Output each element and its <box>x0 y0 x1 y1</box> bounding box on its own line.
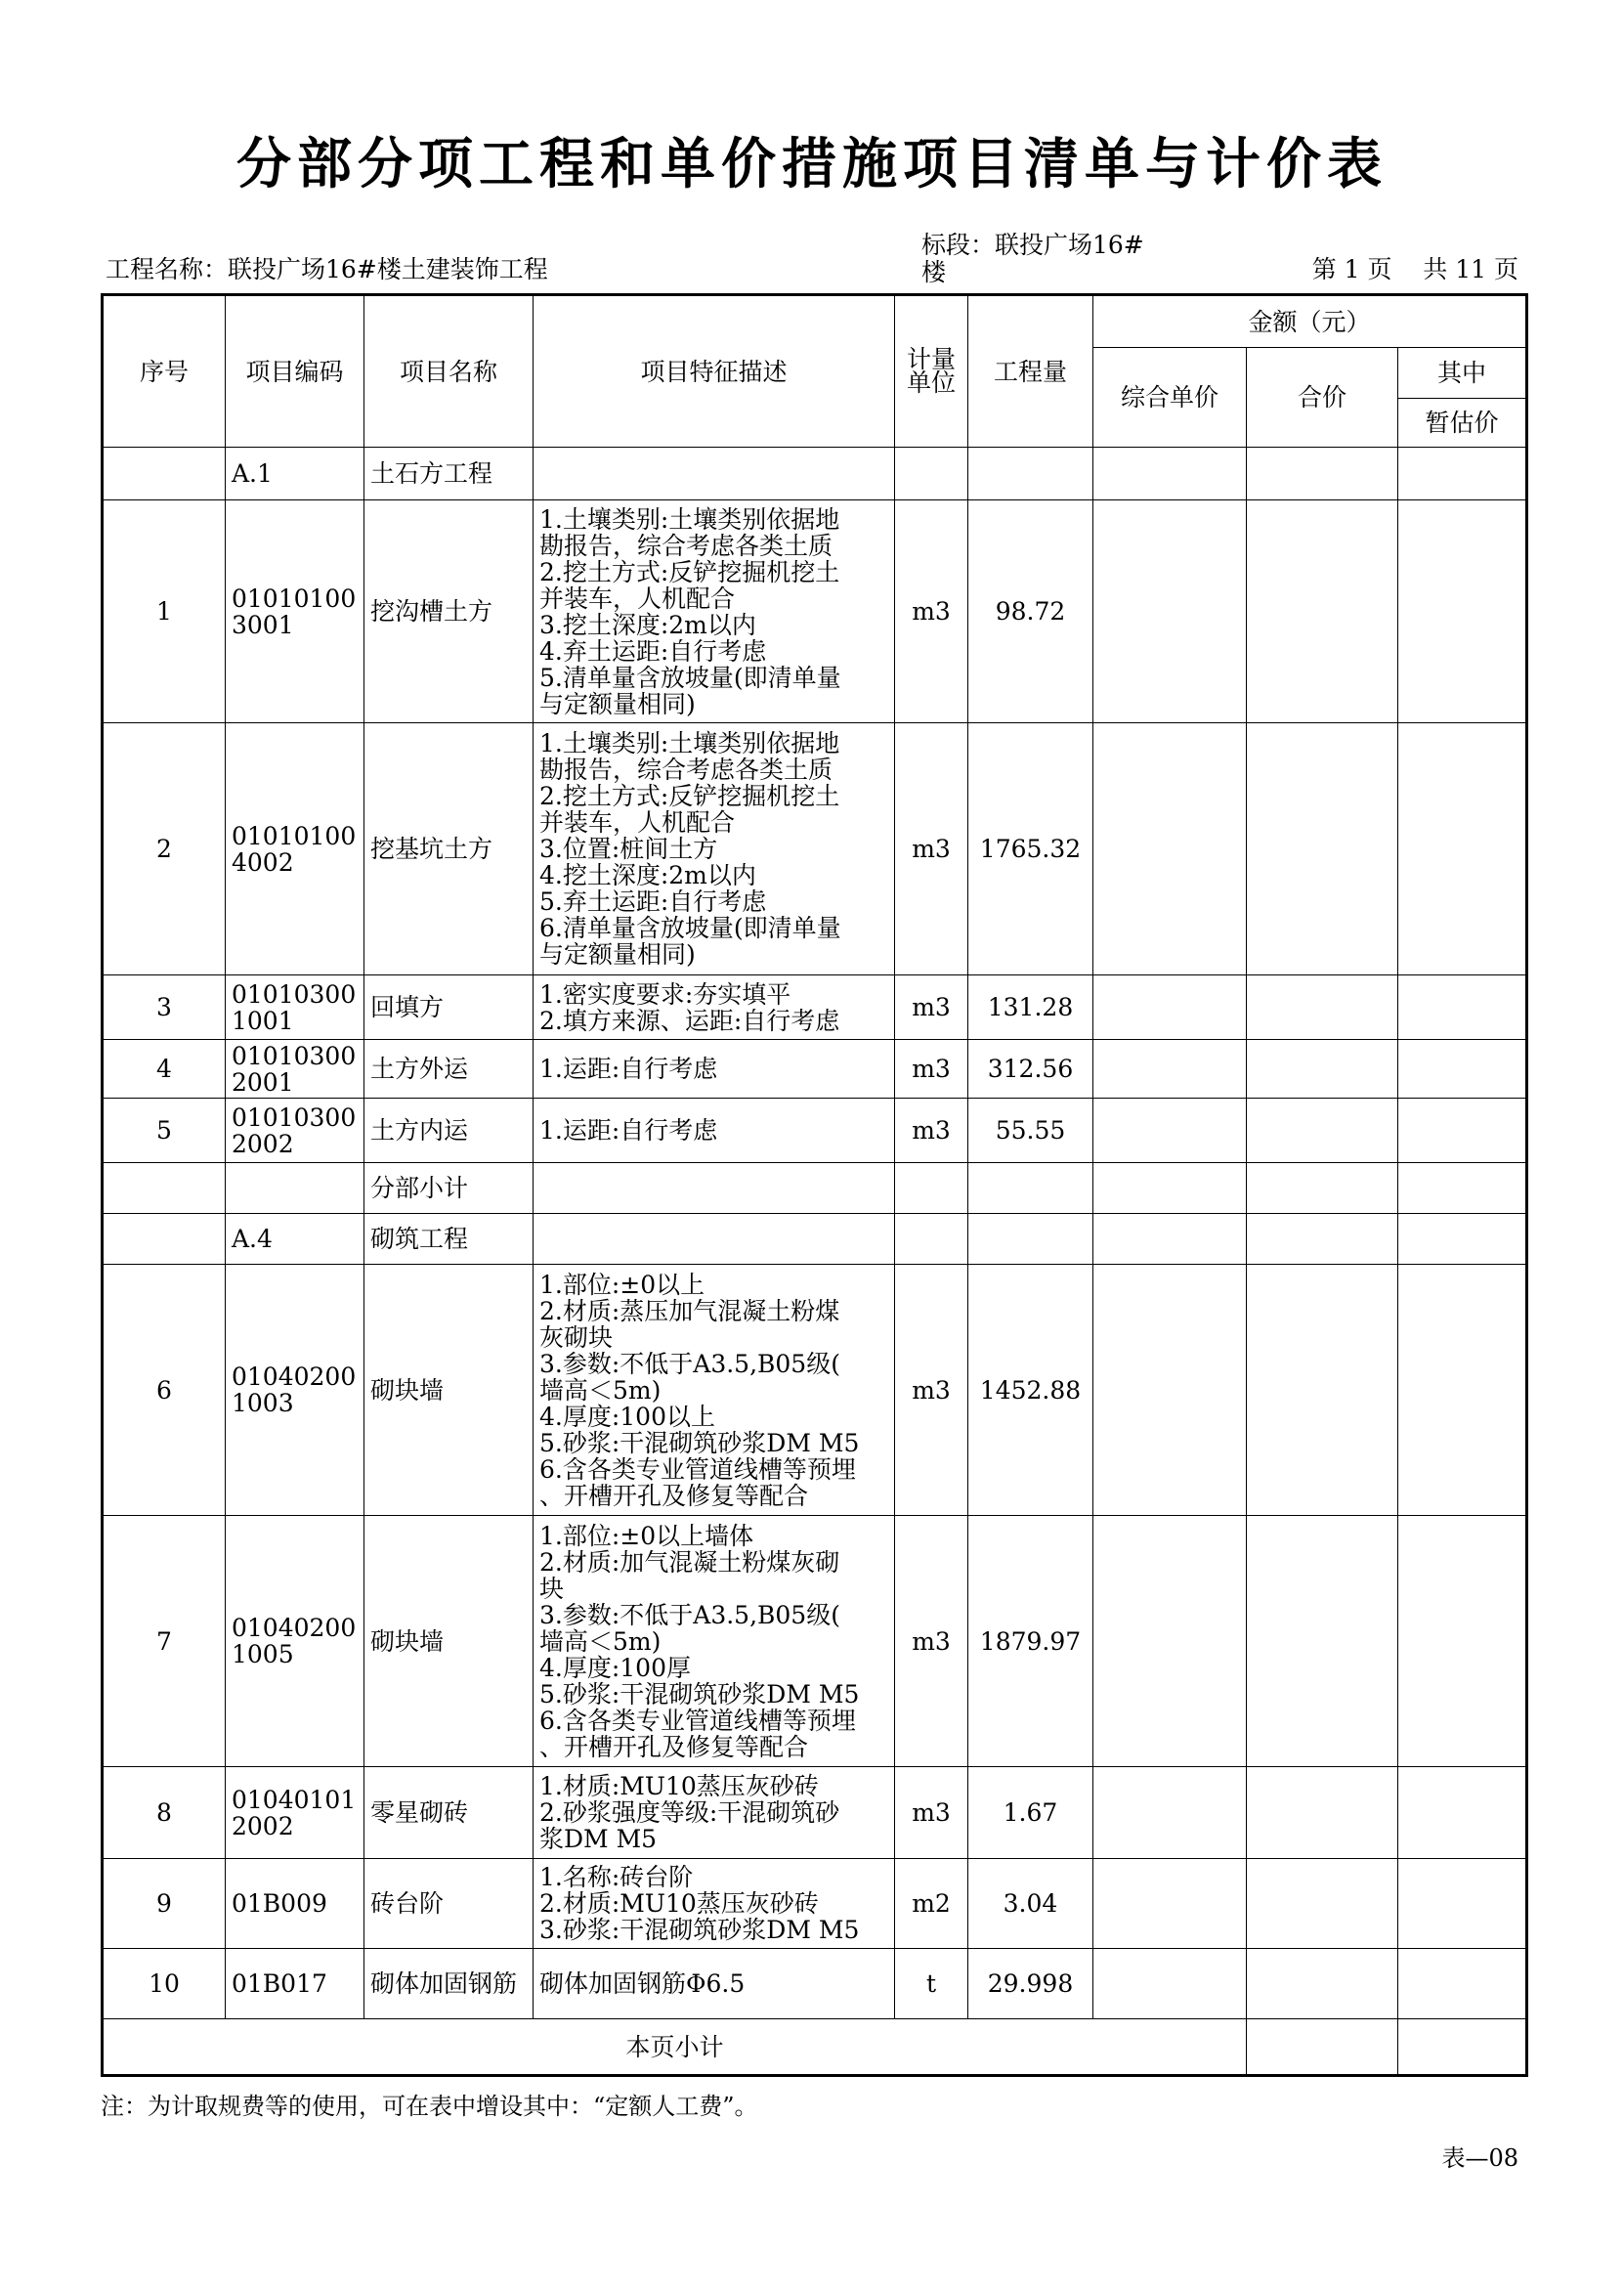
cell-provisional <box>1398 448 1527 500</box>
desc-line: 勘报告，综合考虑各类土质 <box>539 531 833 560</box>
desc-line: 5.砂浆:干混砌筑砂浆DM M5 <box>539 1428 860 1457</box>
table-row <box>103 1949 1527 2019</box>
cell-unit: m3 <box>895 723 968 975</box>
desc-line: 3.位置:桩间土方 <box>539 835 718 863</box>
cell-provisional <box>1398 1767 1527 1859</box>
cell-desc <box>534 1040 895 1099</box>
cell-unit-price <box>1093 1265 1247 1516</box>
cell-seq: 3 <box>103 975 226 1040</box>
cell-seq: 4 <box>103 1040 226 1099</box>
cell-seq: 7 <box>103 1516 226 1767</box>
section-label <box>921 232 1144 286</box>
desc-line: 6.含各类专业管道线槽等预埋 <box>539 1454 856 1484</box>
cell-desc <box>534 1214 895 1265</box>
cell-seq <box>103 1214 226 1265</box>
desc-line: 墙高＜5m) <box>539 1375 662 1405</box>
cell-qty: 1452.88 <box>968 1265 1093 1516</box>
cell-seq: 2 <box>103 723 226 975</box>
cell-provisional <box>1398 1163 1527 1214</box>
cell-unit-price <box>1093 448 1247 500</box>
cell-provisional <box>1398 1099 1527 1163</box>
project-name: 工程名称：联投广场16#楼土建装饰工程 <box>106 255 548 283</box>
cell-code: 010101004002 <box>226 723 364 975</box>
desc-line: 3.参数:不低于A3.5,B05级( <box>539 1349 840 1378</box>
cell-name: 砌体加固钢筋 <box>364 1949 534 2019</box>
cell-desc <box>534 1099 895 1163</box>
cell-qty: 98.72 <box>968 500 1093 723</box>
cell-unit <box>895 448 968 500</box>
cell-seq: 6 <box>103 1265 226 1516</box>
cell-name: 砌块墙 <box>364 1516 534 1767</box>
table-id: 表—08 <box>1441 2144 1518 2172</box>
desc-line: 2.挖土方式:反铲挖掘机挖土 <box>539 557 840 586</box>
cell-desc <box>534 1516 895 1767</box>
desc-line: 1.运距:自行考虑 <box>539 1116 718 1145</box>
footnote: 注：为计取规费等的使用，可在表中增设其中：“定额人工费”。 <box>101 2093 758 2120</box>
cell-desc <box>534 1163 895 1214</box>
desc-line: 2.填方来源、运距:自行考虑 <box>539 1006 840 1035</box>
cell-total <box>1247 1859 1398 1949</box>
table-row <box>103 500 1527 723</box>
cell-code: 010103002002 <box>226 1099 364 1163</box>
cell-unit-price <box>1093 1859 1247 1949</box>
cell-unit: m3 <box>895 1265 968 1516</box>
cell-seq: 10 <box>103 1949 226 2019</box>
desc-line: 灰砌块 <box>539 1322 614 1352</box>
cell-seq: 5 <box>103 1099 226 1163</box>
cell-unit <box>895 1163 968 1214</box>
cell-seq <box>103 448 226 500</box>
cell-qty <box>968 1163 1093 1214</box>
cell-total <box>1247 448 1398 500</box>
desc-line: 1.密实度要求:夯实填平 <box>539 979 791 1009</box>
desc-line: 、开槽开孔及修复等配合 <box>539 1481 809 1510</box>
desc-line: 并装车，人机配合 <box>539 808 736 837</box>
cell-unit: m2 <box>895 1859 968 1949</box>
desc-line: 1.土壤类别:土壤类别依据地 <box>539 504 840 534</box>
cell-code: 010402001005 <box>226 1516 364 1767</box>
bill-table <box>101 293 1528 2077</box>
cell-desc <box>534 1949 895 2019</box>
page-subtotal-provisional <box>1398 2019 1527 2076</box>
desc-line: 砌体加固钢筋Φ6.5 <box>539 1969 746 1998</box>
subtotal-row <box>103 2019 1527 2076</box>
cell-total <box>1247 1163 1398 1214</box>
table-row <box>103 1767 1527 1859</box>
desc-line: 1.材质:MU10蒸压灰砂砖 <box>539 1772 819 1800</box>
cell-provisional <box>1398 975 1527 1040</box>
cell-desc <box>534 500 895 723</box>
desc-line: 2.挖土方式:反铲挖掘机挖土 <box>539 782 840 810</box>
cell-name: 土石方工程 <box>364 448 534 500</box>
desc-line: 勘报告，综合考虑各类土质 <box>539 756 833 784</box>
desc-line: 并装车，人机配合 <box>539 584 736 613</box>
table-row <box>103 1214 1527 1265</box>
cell-unit: m3 <box>895 500 968 723</box>
desc-line: 块 <box>539 1574 565 1603</box>
col-header-desc: 项目特征描述 <box>534 295 895 448</box>
cell-provisional <box>1398 1516 1527 1767</box>
page-info: 第 1 页 共 11 页 <box>1311 255 1518 283</box>
desc-line: 与定额量相同) <box>539 689 696 718</box>
cell-qty: 1.67 <box>968 1767 1093 1859</box>
cell-desc <box>534 448 895 500</box>
cell-unit: t <box>895 1949 968 2019</box>
desc-line: 6.含各类专业管道线槽等预埋 <box>539 1706 856 1735</box>
desc-line: 1.运距:自行考虑 <box>539 1055 718 1083</box>
cell-code: 01B009 <box>226 1859 364 1949</box>
table-row <box>103 723 1527 975</box>
table-row <box>103 1859 1527 1949</box>
cell-code: 010103002001 <box>226 1040 364 1099</box>
cell-provisional <box>1398 1265 1527 1516</box>
desc-line: 2.材质:MU10蒸压灰砂砖 <box>539 1889 819 1918</box>
cell-name: 挖沟槽土方 <box>364 500 534 723</box>
cell-provisional <box>1398 500 1527 723</box>
cell-unit: m3 <box>895 1516 968 1767</box>
col-header-provisional: 暂估价 <box>1398 399 1527 448</box>
table-row <box>103 1163 1527 1214</box>
cell-unit-price <box>1093 1949 1247 2019</box>
cell-unit-price <box>1093 1516 1247 1767</box>
desc-line: 5.清单量含放坡量(即清单量 <box>539 663 841 692</box>
cell-desc <box>534 1265 895 1516</box>
cell-qty: 1879.97 <box>968 1516 1093 1767</box>
cell-code: 010101003001 <box>226 500 364 723</box>
desc-line: 6.清单量含放坡量(即清单量 <box>539 914 841 942</box>
col-header-name: 项目名称 <box>364 295 534 448</box>
cell-qty: 29.998 <box>968 1949 1093 2019</box>
page-subtotal-total <box>1247 2019 1398 2076</box>
col-header-amount: 金额（元） <box>1093 295 1527 348</box>
cell-unit-price <box>1093 1163 1247 1214</box>
desc-line: 4.厚度:100以上 <box>539 1402 715 1431</box>
cell-code: 01B017 <box>226 1949 364 2019</box>
col-header-qty: 工程量 <box>968 295 1093 448</box>
desc-line: 2.材质:加气混凝土粉煤灰砌 <box>539 1547 840 1577</box>
cell-name: 分部小计 <box>364 1163 534 1214</box>
cell-unit-price <box>1093 1099 1247 1163</box>
desc-line: 2.材质:蒸压加气混凝土粉煤 <box>539 1296 840 1325</box>
cell-total <box>1247 1040 1398 1099</box>
cell-desc <box>534 1767 895 1859</box>
cell-name: 回填方 <box>364 975 534 1040</box>
cell-unit-price <box>1093 500 1247 723</box>
desc-line: 1.部位:±0以上墙体 <box>539 1521 754 1550</box>
cell-unit <box>895 1214 968 1265</box>
cell-qty: 3.04 <box>968 1859 1093 1949</box>
cell-code <box>226 1163 364 1214</box>
cell-total <box>1247 1265 1398 1516</box>
col-header-unit: 计量单位 <box>895 295 968 448</box>
col-header-unit-price: 综合单价 <box>1093 348 1247 448</box>
cell-unit-price <box>1093 1767 1247 1859</box>
page-subtotal-label: 本页小计 <box>103 2019 1247 2076</box>
cell-qty: 312.56 <box>968 1040 1093 1099</box>
cell-provisional <box>1398 1214 1527 1265</box>
cell-unit: m3 <box>895 1767 968 1859</box>
desc-line: 、开槽开孔及修复等配合 <box>539 1732 809 1761</box>
cell-name: 挖基坑土方 <box>364 723 534 975</box>
cell-name: 土方内运 <box>364 1099 534 1163</box>
col-header-total: 合价 <box>1247 348 1398 448</box>
desc-line: 3.挖土深度:2m以内 <box>539 610 756 639</box>
desc-line: 墙高＜5m) <box>539 1626 662 1656</box>
cell-unit-price <box>1093 975 1247 1040</box>
col-header-seq: 序号 <box>103 295 226 448</box>
cell-name: 零星砌砖 <box>364 1767 534 1859</box>
desc-line: 5.砂浆:干混砌筑砂浆DM M5 <box>539 1679 860 1708</box>
desc-line: 4.挖土深度:2m以内 <box>539 861 756 889</box>
cell-code: A.4 <box>226 1214 364 1265</box>
cell-code: 010401012002 <box>226 1767 364 1859</box>
desc-line: 1.名称:砖台阶 <box>539 1863 694 1891</box>
cell-unit-price <box>1093 1214 1247 1265</box>
cell-total <box>1247 1949 1398 2019</box>
table-row <box>103 1099 1527 1163</box>
col-header-of-which: 其中 <box>1398 348 1527 399</box>
cell-unit: m3 <box>895 1099 968 1163</box>
cell-total <box>1247 723 1398 975</box>
cell-provisional <box>1398 1040 1527 1099</box>
desc-line: 1.部位:±0以上 <box>539 1270 705 1299</box>
cell-total <box>1247 1767 1398 1859</box>
table-row <box>103 448 1527 500</box>
cell-seq: 8 <box>103 1767 226 1859</box>
table-row <box>103 1040 1527 1099</box>
section-label-line1: 标段：联投广场16# <box>921 231 1144 259</box>
page-title: 分部分项工程和单价措施项目清单与计价表 <box>236 132 1388 196</box>
cell-code: 010402001003 <box>226 1265 364 1516</box>
cell-unit: m3 <box>895 975 968 1040</box>
cell-code: 010103001001 <box>226 975 364 1040</box>
cell-qty: 1765.32 <box>968 723 1093 975</box>
table-row <box>103 975 1527 1040</box>
table-row <box>103 1516 1527 1767</box>
desc-line: 与定额量相同) <box>539 940 696 969</box>
cell-qty <box>968 1214 1093 1265</box>
cell-name: 土方外运 <box>364 1040 534 1099</box>
cell-seq <box>103 1163 226 1214</box>
desc-line: 3.参数:不低于A3.5,B05级( <box>539 1600 840 1629</box>
cell-total <box>1247 1516 1398 1767</box>
cell-unit: m3 <box>895 1040 968 1099</box>
cell-desc <box>534 975 895 1040</box>
cell-name: 砌块墙 <box>364 1265 534 1516</box>
desc-line: 4.弃土运距:自行考虑 <box>539 636 767 666</box>
cell-name: 砌筑工程 <box>364 1214 534 1265</box>
cell-qty: 55.55 <box>968 1099 1093 1163</box>
cell-total <box>1247 975 1398 1040</box>
desc-line: 3.砂浆:干混砌筑砂浆DM M5 <box>539 1916 860 1944</box>
desc-line: 4.厚度:100厚 <box>539 1653 691 1682</box>
cell-name: 砖台阶 <box>364 1859 534 1949</box>
cell-qty: 131.28 <box>968 975 1093 1040</box>
cell-unit-price <box>1093 723 1247 975</box>
desc-line: 5.弃土运距:自行考虑 <box>539 887 767 916</box>
cell-total <box>1247 1214 1398 1265</box>
desc-line: 2.砂浆强度等级:干混砌筑砂 <box>539 1798 840 1827</box>
cell-qty <box>968 448 1093 500</box>
table-row <box>103 1265 1527 1516</box>
cell-code: A.1 <box>226 448 364 500</box>
col-header-code: 项目编码 <box>226 295 364 448</box>
cell-desc <box>534 1859 895 1949</box>
cell-seq: 9 <box>103 1859 226 1949</box>
cell-total <box>1247 500 1398 723</box>
cell-provisional <box>1398 1949 1527 2019</box>
section-label-line2: 楼 <box>921 258 947 286</box>
cell-total <box>1247 1099 1398 1163</box>
cell-seq: 1 <box>103 500 226 723</box>
cell-provisional <box>1398 1859 1527 1949</box>
desc-line: 浆DM M5 <box>539 1825 658 1853</box>
cell-provisional <box>1398 723 1527 975</box>
cell-desc <box>534 723 895 975</box>
cell-unit-price <box>1093 1040 1247 1099</box>
desc-line: 1.土壤类别:土壤类别依据地 <box>539 729 840 757</box>
